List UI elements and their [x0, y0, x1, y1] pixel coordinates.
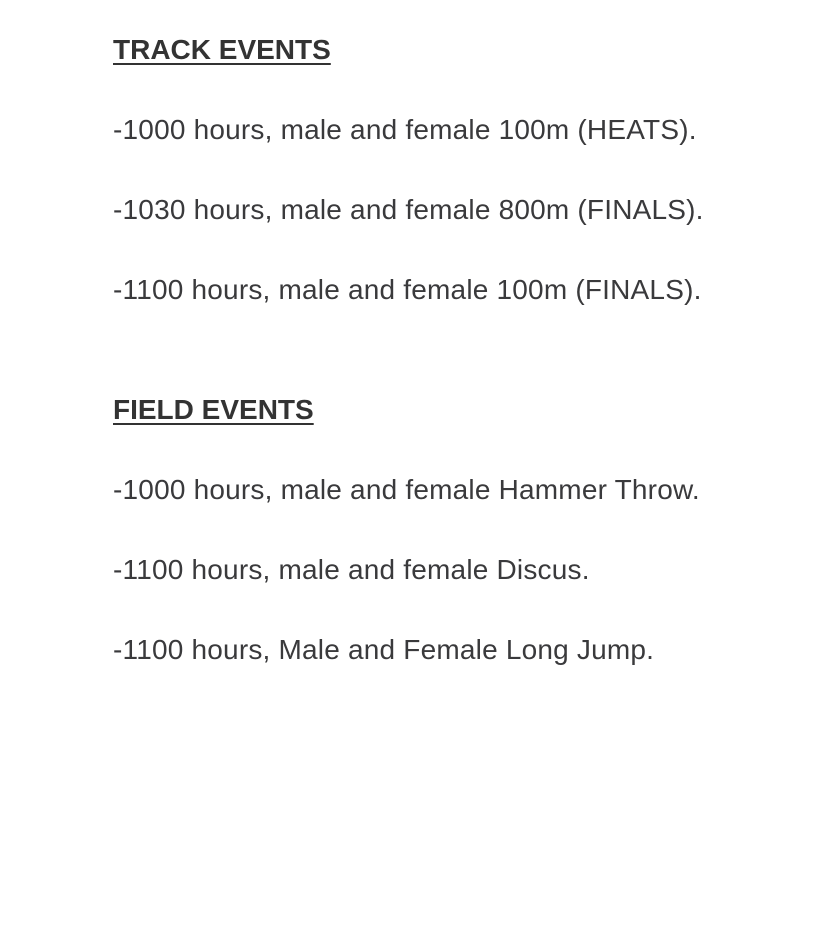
event-entry: -1000 hours, male and female 100m (HEATS). — [113, 114, 697, 145]
document — [113, 30, 793, 670]
spacer — [113, 310, 793, 390]
event-entry: -1000 hours, male and female Hammer Throw. — [113, 474, 700, 505]
event-entry: -1030 hours, male and female 800m (FINALS). — [113, 194, 704, 225]
event-entry: -1100 hours, male and female Discus. — [113, 554, 590, 585]
event-entry: -1100 hours, Male and Female Long Jump. — [113, 634, 655, 665]
spacer — [113, 510, 793, 550]
event-entry: -1100 hours, male and female 100m (FINALS). — [113, 274, 702, 305]
spacer — [113, 430, 793, 470]
spacer — [113, 590, 793, 630]
spacer — [113, 230, 793, 270]
spacer — [113, 70, 793, 110]
section-heading-field-events: FIELD EVENTS — [113, 394, 314, 425]
section-heading-track-events: TRACK EVENTS — [113, 34, 331, 65]
spacer — [113, 150, 793, 190]
